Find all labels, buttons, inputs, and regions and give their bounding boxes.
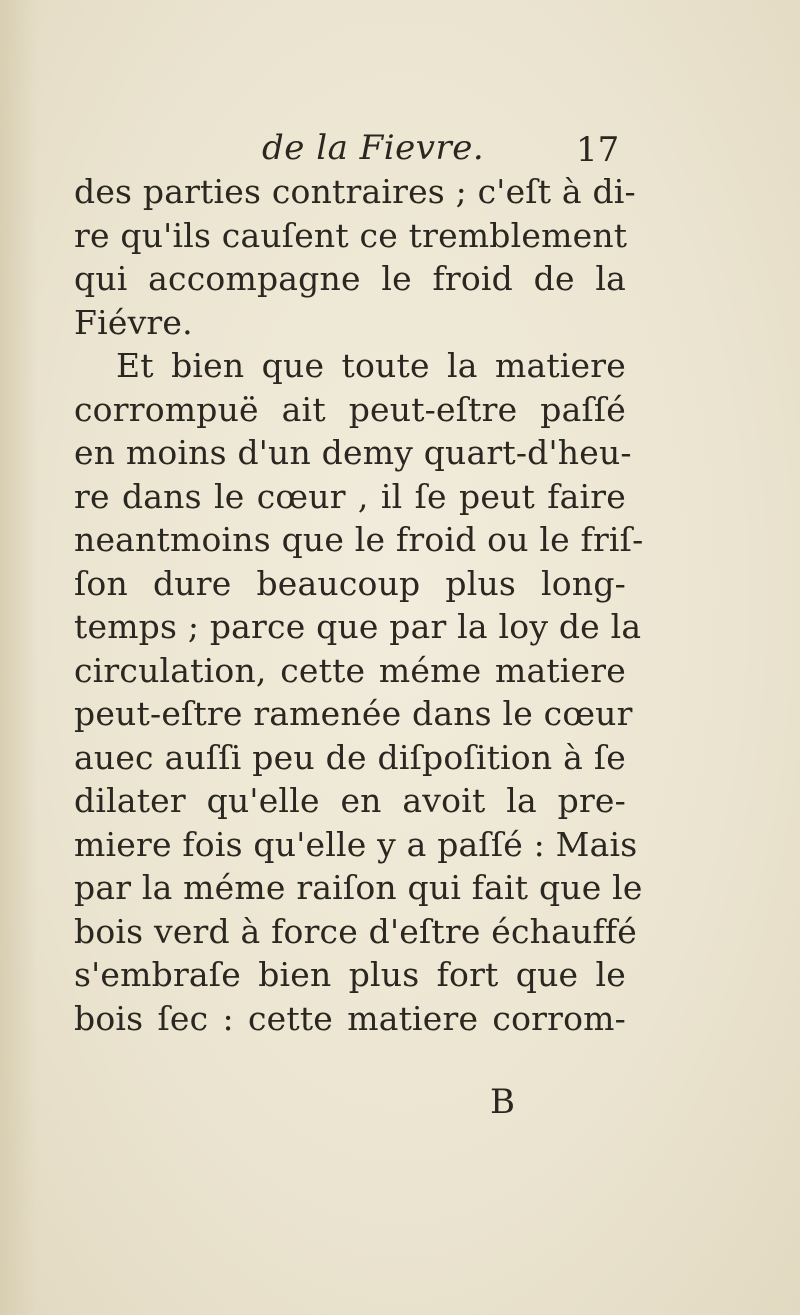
text-line: miere fois qu'elle y a paſſé : Mais (74, 824, 638, 864)
text-line: re qu'ils cauſent ce tremblement (74, 215, 628, 255)
text-line: Fiévre. (74, 302, 193, 342)
text-line: temps ; parce que par la loy de la (74, 607, 642, 646)
text-line: ſon dure beaucoup plus long- (74, 563, 626, 603)
text-line: bois verd à force d'eſtre échauffé (74, 911, 637, 951)
signature-mark: B (490, 1082, 515, 1122)
page-header (0, 124, 800, 174)
text-line: des parties contraires ; c'eſt à di- (74, 172, 636, 211)
page-number: 17 (576, 130, 620, 170)
text-line: corrompuë ait peut-eſtre paſſé (74, 389, 626, 429)
text-line: s'embraſe bien plus fort que le (74, 955, 626, 994)
text-line: auec auſſi peu de diſpoſition à ſe (74, 737, 626, 777)
text-line: bois ſec : cette matiere corrom- (74, 998, 626, 1038)
text-line: peut-eſtre ramenée dans le cœur (74, 694, 633, 733)
text-line: neantmoins que le froid ou le friſ- (74, 520, 644, 559)
text-line: en moins d'un demy quart-d'heu- (74, 433, 632, 472)
text-line: re dans le cœur , il ſe peut faire (74, 476, 626, 516)
text-line: par la méme raiſon qui fait que le (74, 868, 643, 907)
text-line: qui accompagne le froid de la (74, 259, 626, 298)
body-text (74, 170, 644, 1040)
text-line: circulation, cette méme matiere (74, 650, 626, 690)
text-line: dilater qu'elle en avoit la pre- (74, 781, 626, 820)
running-head: de la Fievre. (262, 128, 485, 168)
text-line: Et bien que toute la matiere (116, 346, 626, 385)
